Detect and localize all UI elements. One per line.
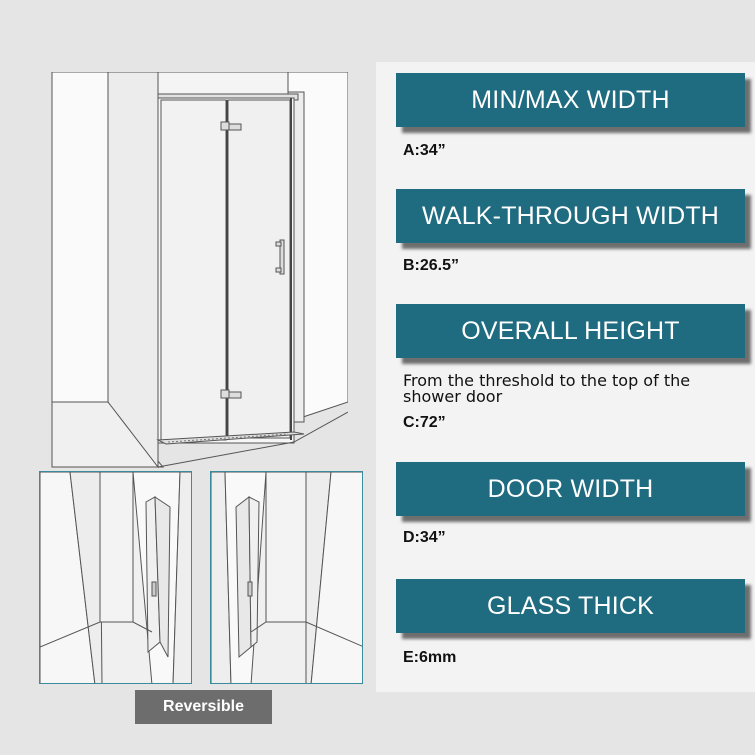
folding-shower-door-closed-icon xyxy=(48,72,348,472)
door-folded-right-icon xyxy=(40,472,192,684)
overall-height-value: C:72” xyxy=(403,414,446,431)
door-width-banner xyxy=(396,462,745,516)
min-max-width-banner xyxy=(396,73,745,127)
walk-through-width-value: B:26.5” xyxy=(403,257,460,274)
reversible-badge xyxy=(135,690,272,724)
thumb-right-frame xyxy=(210,471,363,684)
min-max-width-title: MIN/MAX WIDTH xyxy=(471,85,670,114)
door-width-title: DOOR WIDTH xyxy=(487,474,654,503)
walk-through-width-title: WALK-THROUGH WIDTH xyxy=(421,201,720,230)
overall-height-description: From the threshold to the top of the shower door xyxy=(403,371,691,406)
door-width-value: D:34” xyxy=(403,529,446,546)
reversible-label: Reversible xyxy=(163,698,244,715)
glass-thick-banner xyxy=(396,579,745,633)
walk-through-width-banner xyxy=(396,189,745,243)
min-max-width-value: A:34” xyxy=(403,142,446,159)
glass-thick-title: GLASS THICK xyxy=(486,591,655,620)
door-folded-left-icon xyxy=(211,472,363,684)
overall-height-title: OVERALL HEIGHT xyxy=(461,316,680,345)
glass-thick-value: E:6mm xyxy=(403,649,457,666)
thumb-left-frame xyxy=(39,471,192,684)
overall-height-banner xyxy=(396,304,745,358)
